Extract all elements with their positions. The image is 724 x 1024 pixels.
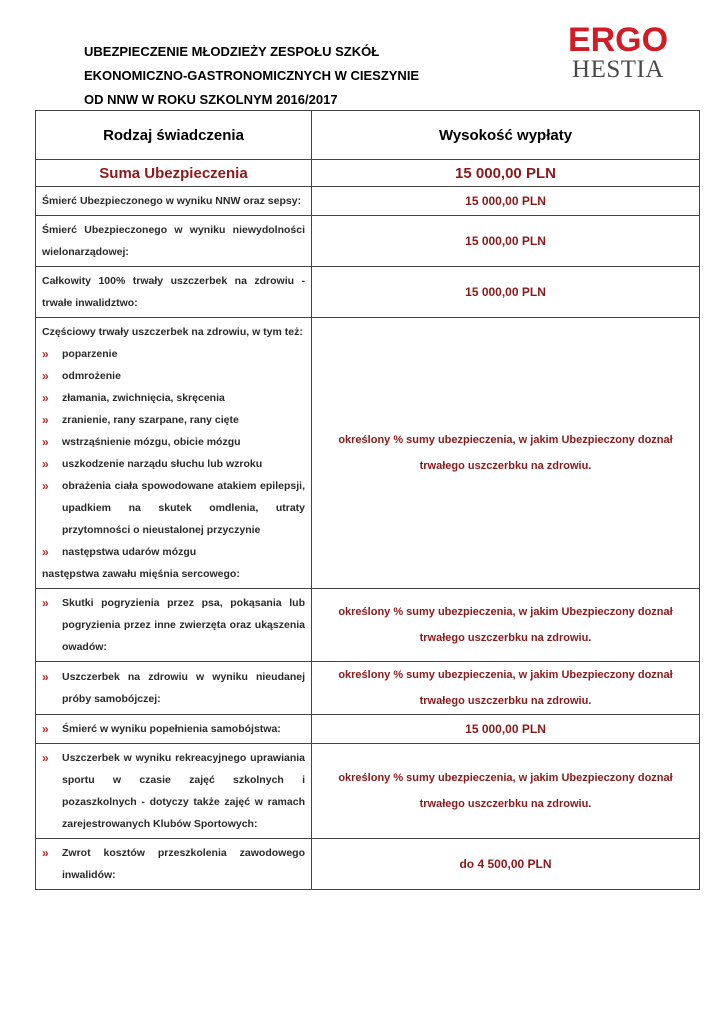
ergo-hestia-logo [562, 22, 680, 86]
bullet-arrow-icon: » [42, 413, 49, 427]
table-header-row [36, 111, 700, 160]
partial-intro: Częściowy trwały uszczerbek na zdrowiu, w tym też: [42, 326, 303, 338]
title-line-2: EKONOMICZNO-GASTRONOMICZNYCH W CIESZYNIE [84, 68, 420, 83]
sum-insured-value: 15 000,00 PLN [312, 160, 700, 187]
bullet-arrow-icon: » [42, 369, 49, 383]
row-label: » Skutki pogryzienia przez psa, pokąsania lub pogryzienia przez inne zwierzęta oraz ukąszenia owadów: [36, 589, 312, 662]
partial-disability-row [36, 318, 700, 589]
row-value: do 4 500,00 PLN [312, 839, 700, 890]
row-label: Śmierć Ubezpieczonego w wyniku niewydolności wielonarządowej: [36, 216, 312, 267]
list-item: » poparzenie [42, 343, 305, 365]
bullet-arrow-icon: » [42, 846, 49, 860]
title-line-1: UBEZPIECZENIE MŁODZIEŻY ZESPOŁU SZKÓŁ [84, 44, 380, 59]
bullet-arrow-icon: » [42, 722, 49, 736]
row-value: określony % sumy ubezpieczenia, w jakim Ubezpieczony doznał trwałego uszczerbku na zdrowiu. [312, 589, 700, 662]
partial-outro: następstwa zawału mięśnia sercowego: [42, 568, 240, 580]
bullet-arrow-icon: » [42, 596, 49, 610]
row-label: » Zwrot kosztów przeszkolenia zawodowego inwalidów: [36, 839, 312, 890]
logo-hestia: HESTIA [572, 56, 664, 83]
logo-ergo: ERGO [567, 21, 669, 59]
bullet-arrow-icon: » [42, 751, 49, 765]
row-label: Całkowity 100% trwały uszczerbek na zdrowiu - trwałe inwalidztwo: [36, 267, 312, 318]
document-title [84, 40, 524, 112]
row-value: 15 000,00 PLN [312, 267, 700, 318]
bullet-arrow-icon: » [42, 479, 49, 493]
list-item: » zranienie, rany szarpane, rany cięte [42, 409, 305, 431]
list-item: » odmrożenie [42, 365, 305, 387]
partial-disability-value: określony % sumy ubezpieczenia, w jakim Ubezpieczony doznał trwałego uszczerbku na zdrowiu. [312, 318, 700, 589]
title-line-3: OD NNW W ROKU SZKOLNYM 2016/2017 [84, 92, 338, 107]
row-value: 15 000,00 PLN [312, 715, 700, 744]
table-row [36, 662, 700, 715]
table-row [36, 216, 700, 267]
row-label: » Uszczerbek na zdrowiu w wyniku nieudanej próby samobójczej: [36, 662, 312, 715]
list-item: » następstwa udarów mózgu [42, 541, 305, 563]
row-value: określony % sumy ubezpieczenia, w jakim Ubezpieczony doznał trwałego uszczerbku na zdrowiu. [312, 744, 700, 839]
bullet-arrow-icon: » [42, 545, 49, 559]
bullet-arrow-icon: » [42, 391, 49, 405]
row-value: określony % sumy ubezpieczenia, w jakim Ubezpieczony doznał trwałego uszczerbku na zdrowiu. [312, 662, 700, 715]
sum-insured-row [36, 160, 700, 187]
list-item: » uszkodzenie narządu słuchu lub wzroku [42, 453, 305, 475]
list-item: » obrażenia ciała spowodowane atakiem epilepsji, upadkiem na skutek omdlenia, utraty przytomności o nieustalonej przyczynie [42, 475, 305, 541]
list-item: » wstrząśnienie mózgu, obicie mózgu [42, 431, 305, 453]
partial-disability-list [36, 318, 312, 589]
bullet-arrow-icon: » [42, 457, 49, 471]
col-header-payout: Wysokość wypłaty [312, 111, 700, 160]
row-label: » Uszczerbek w wyniku rekreacyjnego uprawiania sportu w czasie zajęć szkolnych i pozaszkolnych - dotyczy także zajęć w ramach zarejestrowanych Klubów Sportowych: [36, 744, 312, 839]
bullet-arrow-icon: » [42, 435, 49, 449]
table-row [36, 267, 700, 318]
bullet-arrow-icon: » [42, 670, 49, 684]
row-value: 15 000,00 PLN [312, 187, 700, 216]
list-item: » złamania, zwichnięcia, skręcenia [42, 387, 305, 409]
benefits-table [35, 110, 700, 890]
table-row [36, 715, 700, 744]
table-row [36, 187, 700, 216]
table-row [36, 589, 700, 662]
row-label: » Śmierć w wyniku popełnienia samobójstwa: [36, 715, 312, 744]
row-label: Śmierć Ubezpieczonego w wyniku NNW oraz sepsy: [36, 187, 312, 216]
row-value: 15 000,00 PLN [312, 216, 700, 267]
table-row [36, 744, 700, 839]
col-header-benefit-type: Rodzaj świadczenia [36, 111, 312, 160]
table-row [36, 839, 700, 890]
bullet-arrow-icon: » [42, 347, 49, 361]
sum-insured-label: Suma Ubezpieczenia [36, 160, 312, 187]
